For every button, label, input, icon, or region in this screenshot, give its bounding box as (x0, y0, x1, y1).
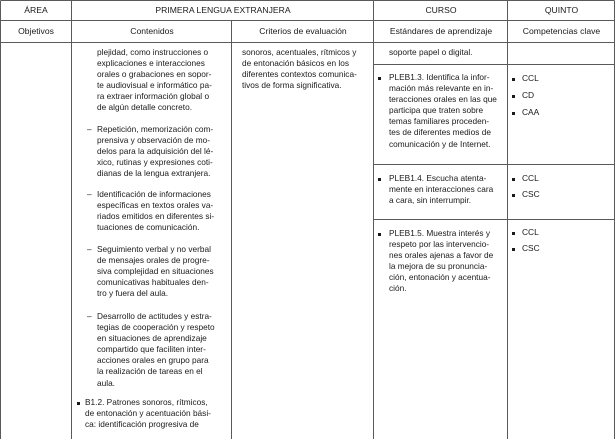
competencia-ccl: CCL (522, 227, 539, 237)
estandares-intro: soporte papel o digital. (389, 47, 473, 57)
col-criterios: Criterios de evaluación (259, 26, 347, 36)
bullet-square-icon (378, 178, 381, 181)
curso-label: CURSO (425, 5, 457, 15)
contenidos-item-4: Desarrollo de actitudes y estra- tegias de cooperación y respeto en situaciones de aprendizaje compartido que faciliten inter- acciones orales en grupo para la realización de tareas en el aula. (97, 311, 215, 388)
bullet-square-icon (512, 95, 515, 98)
dash-marker: – (87, 189, 92, 199)
competencia-csc: CSC (522, 243, 540, 253)
bullet-square-icon (77, 402, 80, 405)
area-value: PRIMERA LENGUA EXTRANJERA (155, 5, 291, 15)
bullet-square-icon (378, 233, 381, 236)
contenidos-intro: plejidad, como instrucciones o explicaciones e interacciones orales o grabaciones en sopor- te audiovisual e informático pa- ra extraer información global o de algún detalle concreto. (97, 47, 212, 113)
competencia-csc: CSC (522, 189, 540, 199)
competencia-ccl: CCL (522, 73, 539, 83)
contenidos-item-2: Identificación de informaciones específicas en textos orales va- riados emitidos en diferentes si- tuaciones de comunicación. (97, 189, 215, 233)
dash-marker: – (87, 124, 92, 134)
contenidos-item-3: Seguimiento verbal y no verbal de mensajes orales de progre- siva complejidad en situaciones comunicativas habituales den- tro y fuera del aula. (97, 244, 214, 299)
bullet-square-icon (512, 178, 515, 181)
col-estandares: Estándares de aprendizaje (389, 26, 493, 36)
bullet-square-icon (378, 77, 381, 80)
bullet-square-icon (512, 248, 515, 251)
bullet-square-icon (512, 112, 515, 115)
bullet-square-icon (512, 78, 515, 81)
competencia-ccl: CCL (522, 173, 539, 183)
competencia-caa: CAA (522, 107, 540, 117)
estandar-pleb1-3: PLEB1.3. Identifica la infor- mación más relevante en in- teracciones orales en las que participa que traten sobre temas familiares proceden- tes de diferentes medios de comunicación y de Internet. (389, 72, 497, 149)
criterios-text: sonoros, acentuales, rítmicos y de entonación básicos en los diferentes contextos comunica- tivos de forma significativa. (242, 47, 357, 91)
bullet-square-icon (512, 194, 515, 197)
contenidos-block: B1.2. Patrones sonoros, rítmicos, de entonación y acentuación bási- ca: identificación progresiva de (85, 397, 211, 430)
area-label: ÁREA (24, 5, 48, 15)
competencia-cd: CD (522, 90, 535, 100)
dash-marker: – (87, 311, 92, 321)
bullet-square-icon (512, 232, 515, 235)
curso-value: QUINTO (544, 5, 579, 15)
estandar-pleb1-5: PLEB1.5. Muestra interés y respeto por las intervencio- nes orales ajenas a favor de la mejora de su pronuncia- ción, entonación y acentua- ción. (389, 228, 494, 294)
col-competencias: Competencias clave (522, 26, 601, 36)
contenidos-item-1: Repetición, memorización com- prensiva y observación de mo- delos para la adquisición del lé- xico, rutinas y expresiones coti- dianas de la lengua extranjera. (97, 124, 214, 179)
dash-marker: – (87, 244, 92, 254)
col-objetivos: Objetivos (18, 26, 54, 36)
col-contenidos: Contenidos (130, 26, 174, 36)
estandar-pleb1-4: PLEB1.4. Escucha atenta- mente en interacciones cara a cara, sin interrumpir. (389, 173, 494, 206)
